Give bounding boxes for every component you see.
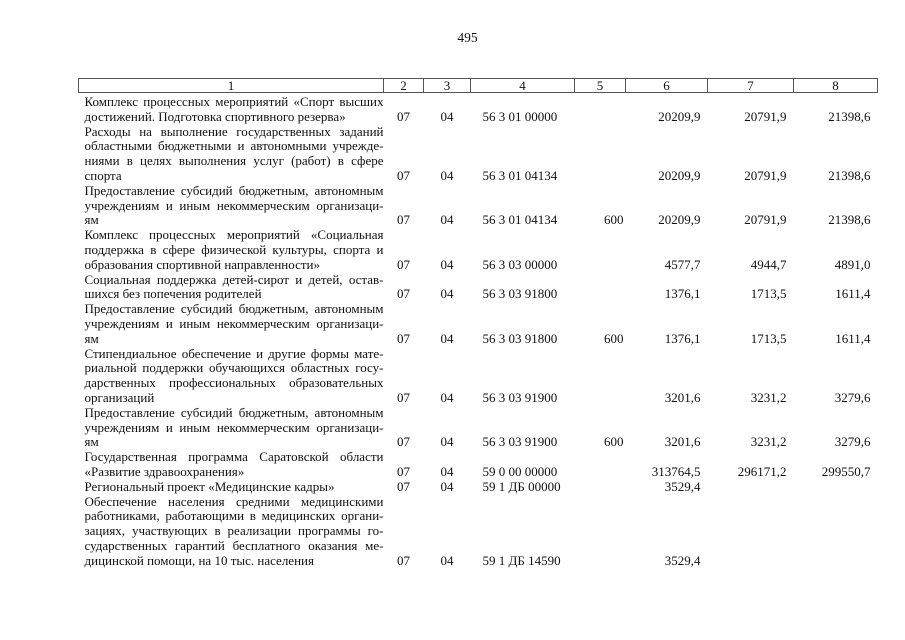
amount-year-3: 4891,0 (834, 256, 871, 272)
description-line: Предоставление субсидий бюджетным, автономным (84, 301, 384, 317)
description-line: шихся без попечения родителей (84, 286, 262, 302)
amount-year-2: 296171,2 (737, 463, 787, 479)
description-line: Обеспечение населения средними медицинскими (84, 493, 384, 509)
description-line: организаций (84, 389, 155, 405)
row-description (79, 273, 384, 303)
row-description (79, 480, 384, 495)
expense-type-code: 600 (604, 212, 624, 228)
row-description (79, 450, 384, 480)
description-line: Комплекс процессных мероприятий «Социальная (84, 227, 384, 243)
table-row (79, 228, 878, 272)
table-row (79, 347, 878, 406)
subsection-code: 04 (440, 212, 454, 228)
target-article-code: 56 3 01 04134 (482, 212, 558, 228)
amount-year-3: 3279,6 (834, 434, 871, 450)
row-description (79, 302, 384, 346)
table-row (79, 480, 878, 495)
amount-year-1: 3529,4 (664, 478, 701, 494)
target-article-code: 56 3 01 04134 (482, 167, 558, 183)
amount-year-1: 1376,1 (664, 286, 701, 302)
description-line: дарственных профессиональных образовательных (84, 375, 384, 391)
section-code: 07 (397, 478, 410, 494)
column-header-1: 1 (79, 79, 384, 93)
target-article-code: 59 1 ДБ 00000 (482, 478, 561, 494)
header-row (79, 79, 878, 93)
target-article-code: 56 3 03 91800 (482, 286, 558, 302)
subsection-code: 04 (440, 434, 454, 450)
amount-year-3: 21398,6 (828, 167, 871, 183)
expense-type-code (575, 93, 626, 125)
description-line: дицинской помощи, на 10 тыс. населения (84, 552, 314, 568)
subsection-code: 04 (440, 286, 454, 302)
table-row (79, 93, 878, 125)
description-line: ниями в целях выполнения услуг (работ) в сфере (84, 153, 384, 169)
target-article-code: 56 3 01 00000 (482, 108, 558, 124)
description-line: поддержка в сфере физической культуры, спорта и (84, 241, 384, 257)
subsection-code: 04 (440, 108, 454, 124)
amount-year-2: 1713,5 (750, 286, 787, 302)
section-code: 07 (397, 256, 410, 272)
target-article-code: 56 3 03 91900 (482, 389, 558, 405)
description-line: учреждениям и иным некоммерческим организаци- (84, 419, 384, 435)
amount-year-1: 20209,9 (658, 108, 701, 124)
description-line: зациях, участвующих в реализации программы го- (84, 523, 384, 539)
section-code: 07 (397, 212, 410, 228)
section-code: 07 (397, 463, 410, 479)
table-row (79, 125, 878, 184)
description-line: работниками, работающими в медицинских органи- (84, 508, 384, 524)
description-line: Предоставление субсидий бюджетным, автономным (84, 182, 384, 198)
description-line: учреждениям и иным некоммерческим организаци- (84, 315, 384, 331)
description-line: образования спортивной направленности» (84, 256, 320, 272)
target-article-code: 56 3 03 00000 (482, 256, 558, 272)
column-header-2: 2 (384, 79, 424, 93)
description-line: Предоставление субсидий бюджетным, автономным (84, 404, 384, 420)
target-article-code: 59 0 00 00000 (482, 463, 558, 479)
section-code: 07 (397, 167, 410, 183)
amount-year-2: 20791,9 (744, 212, 787, 228)
amount-year-2 (708, 495, 794, 569)
description-line: областными бюджетными и автономными учрежде- (84, 138, 384, 154)
column-header-7: 7 (708, 79, 794, 93)
description-line: Региональный проект «Медицинские кадры» (84, 478, 335, 494)
subsection-code: 04 (440, 478, 454, 494)
amount-year-3: 21398,6 (828, 212, 871, 228)
budget-table (78, 78, 878, 569)
subsection-code: 04 (440, 330, 454, 346)
column-header-8: 8 (794, 79, 878, 93)
expense-type-code (575, 125, 626, 184)
description-line: спорта (84, 167, 122, 183)
amount-year-1: 3201,6 (664, 434, 701, 450)
amount-year-1: 3201,6 (664, 389, 701, 405)
amount-year-3: 21398,6 (828, 108, 871, 124)
description-line: Расходы на выполнение государственных заданий (84, 123, 384, 139)
amount-year-2: 3231,2 (750, 389, 787, 405)
amount-year-3: 1611,4 (835, 286, 871, 302)
column-header-5: 5 (575, 79, 626, 93)
target-article-code: 56 3 03 91900 (482, 434, 558, 450)
amount-year-1: 20209,9 (658, 212, 701, 228)
section-code: 07 (397, 389, 410, 405)
row-description (79, 228, 384, 272)
subsection-code: 04 (440, 256, 454, 272)
row-description (79, 125, 384, 184)
expense-type-code: 600 (604, 330, 624, 346)
amount-year-1: 313764,5 (651, 463, 701, 479)
section-code: 07 (397, 286, 410, 302)
row-description (79, 93, 384, 125)
description-line: достижений. Подготовка спортивного резерва» (84, 108, 346, 124)
amount-year-2 (708, 480, 794, 495)
column-header-6: 6 (626, 79, 708, 93)
description-line: риальной поддержки обучающихся областных госу- (84, 360, 384, 376)
amount-year-2: 1713,5 (750, 330, 787, 346)
amount-year-2: 3231,2 (750, 434, 787, 450)
expense-type-code (575, 273, 626, 303)
description-line: Социальная поддержка детей-сирот и детей, остав- (84, 271, 384, 287)
amount-year-2: 20791,9 (744, 108, 787, 124)
row-description (79, 184, 384, 228)
row-description (79, 406, 384, 450)
amount-year-1: 1376,1 (664, 330, 701, 346)
description-line: Стипендиальное обеспечение и другие формы мате- (84, 345, 384, 361)
amount-year-3 (794, 480, 878, 495)
table-row (79, 273, 878, 303)
table-row (79, 406, 878, 450)
table-row (79, 184, 878, 228)
section-code: 07 (397, 108, 410, 124)
subsection-code: 04 (440, 463, 454, 479)
table-row (79, 450, 878, 480)
expense-type-code (575, 495, 626, 569)
row-description (79, 347, 384, 406)
amount-year-1: 3529,4 (664, 552, 701, 568)
description-line: ям (84, 330, 99, 346)
amount-year-3 (794, 495, 878, 569)
description-line: «Развитие здравоохранения» (84, 463, 245, 479)
description-line: сударственных гарантий бесплатного оказания ме- (84, 537, 384, 553)
section-code: 07 (397, 434, 410, 450)
expense-type-code (575, 480, 626, 495)
amount-year-2: 4944,7 (750, 256, 787, 272)
section-code: 07 (397, 330, 410, 346)
description-line: учреждениям и иным некоммерческим организаци- (84, 197, 384, 213)
expense-type-code (575, 347, 626, 406)
column-header-4: 4 (471, 79, 575, 93)
row-description (79, 495, 384, 569)
description-line: Комплекс процессных мероприятий «Спорт высших (84, 94, 384, 109)
amount-year-3: 1611,4 (835, 330, 871, 346)
section-code: 07 (397, 552, 410, 568)
target-article-code: 59 1 ДБ 14590 (482, 552, 561, 568)
table-row (79, 302, 878, 346)
expense-type-code (575, 450, 626, 480)
target-article-code: 56 3 03 91800 (482, 330, 558, 346)
description-line: ям (84, 434, 99, 450)
page-number: 495 (457, 30, 478, 45)
amount-year-3: 3279,6 (834, 389, 871, 405)
subsection-code: 04 (440, 552, 454, 568)
column-header-3: 3 (424, 79, 471, 93)
subsection-code: 04 (440, 167, 454, 183)
description-line: ям (84, 212, 99, 228)
description-line: Государственная программа Саратовской области (84, 449, 384, 465)
expense-type-code (575, 228, 626, 272)
amount-year-2: 20791,9 (744, 167, 787, 183)
subsection-code: 04 (440, 389, 454, 405)
amount-year-3: 299550,7 (821, 463, 871, 479)
amount-year-1: 4577,7 (664, 256, 701, 272)
amount-year-1: 20209,9 (658, 167, 701, 183)
expense-type-code: 600 (604, 434, 624, 450)
table-row (79, 495, 878, 569)
